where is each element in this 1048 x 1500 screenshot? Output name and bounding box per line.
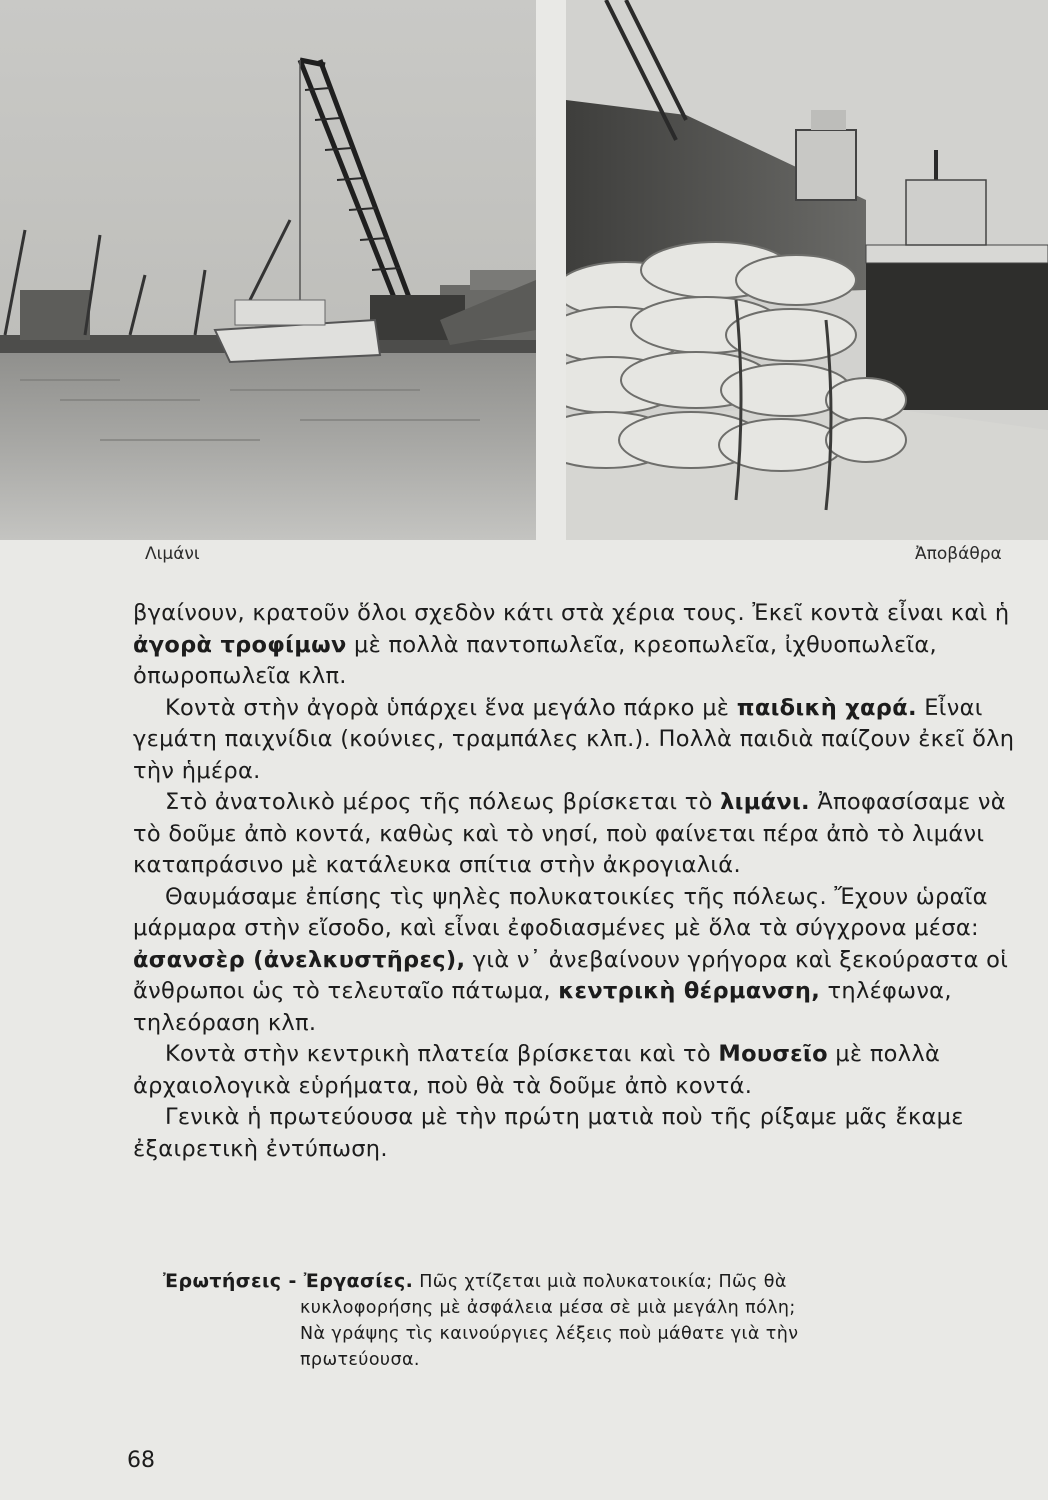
term-museum: Μουσεῖο	[718, 1041, 828, 1067]
pier-photo-illustration	[566, 0, 1048, 540]
questions-heading: Ἐρωτήσεις - Ἐργασίες.	[163, 1270, 414, 1292]
body-text	[133, 598, 1033, 1165]
term-food-market: ἀγορὰ τροφίμων	[133, 631, 347, 658]
term-playground: παιδικὴ χαρά.	[736, 694, 917, 721]
photo-caption-left: Λιμάνι	[145, 544, 200, 564]
questions-line-1: Ἐρωτήσεις - Ἐργασίες. Πῶς χτίζεται μιὰ πολυκατοικία; Πῶς θὰ	[163, 1270, 787, 1292]
questions-line-2: κυκλοφορήσης μὲ ἀσφάλεια μέσα σὲ μιὰ μεγάλη πόλη;	[300, 1298, 796, 1318]
paragraph-museum: Κοντὰ στὴν κεντρικὴ πλατεία βρίσκεται καὶ τὸ Μουσεῖο μὲ πολλὰ ἀρχαιολογικὰ εὑρήματα, ποὺ θὰ τὰ δοῦμε ἀπὸ κοντά.	[133, 1041, 941, 1099]
paragraph-market: βγαίνουν, κρατοῦν ὅλοι σχεδὸν κάτι στὰ χέρια τους. Ἐκεῖ κοντὰ εἶναι καὶ ἡ ἀγορὰ τροφίμων μὲ πολλὰ παντοπωλεῖα, κρεοπωλεῖα, ἰχθυοπωλεῖα, ὀπωροπωλεῖα κλπ.	[133, 600, 1010, 689]
photo-caption-right: Ἀποβάθρα	[915, 544, 1002, 564]
term-elevator: ἀσανσὲρ (ἀνελκυστῆρες),	[133, 946, 466, 973]
questions-line-3: Νὰ γράψης τὶς καινούργιες λέξεις ποὺ μάθατε γιὰ τὴν	[300, 1324, 799, 1344]
questions-line-4: πρωτεύουσα.	[300, 1350, 420, 1370]
harbor-photo-illustration	[0, 0, 536, 540]
term-central-heating: κεντρικὴ θέρμανση,	[558, 978, 821, 1004]
page-number: 68	[127, 1448, 155, 1473]
paragraph-playground: Κοντὰ στὴν ἀγορὰ ὑπάρχει ἕνα μεγάλο πάρκο μὲ παιδικὴ χαρά. Εἶναι γεμάτη παιχνίδια (κούνιες, τραμπάλες κλπ.). Πολλὰ παιδιὰ παίζουν ἐκεῖ ὅλη τὴν ἡμέρα.	[133, 694, 1015, 784]
paragraph-conclusion: Γενικὰ ἡ πρωτεύουσα μὲ τὴν πρώτη ματιὰ ποὺ τῆς ρίξαμε μᾶς ἔκαμε ἐξαιρετικὴ ἐντύπωση.	[133, 1104, 964, 1162]
paragraph-harbor: Στὸ ἀνατολικὸ μέρος τῆς πόλεως βρίσκεται τὸ λιμάνι. Ἀποφασίσαμε νὰ τὸ δοῦμε ἀπὸ κοντά, καθὼς καὶ τὸ νησί, ποὺ φαίνεται πέρα ἀπὸ τὸ λιμάνι καταπράσινο μὲ κατάλευκα σπίτια στὴν ἀκρογιαλιά.	[133, 789, 1006, 878]
pier-photo	[566, 0, 1048, 540]
term-harbor: λιμάνι.	[720, 789, 810, 815]
questions-section	[163, 1268, 1023, 1373]
paragraph-buildings: Θαυμάσαμε ἐπίσης τὶς ψηλὲς πολυκατοικίες τῆς πόλεως. Ἔχουν ὡραῖα μάρμαρα στὴν εἴσοδο, καὶ εἶναι ἐφοδιασμένες μὲ ὅλα τὰ σύγχρονα μέσα: ἀσανσὲρ (ἀνελκυστῆρες), γιὰ ν᾿ ἀνεβαίνουν γρήγορα καὶ ξεκούραστα οἱ ἄνθρωποι ὡς τὸ τελευταῖο πάτωμα, κεντρικὴ θέρμανση, τηλέφωνα, τηλεόραση κλπ.	[133, 883, 1009, 1036]
harbor-photo	[0, 0, 536, 540]
